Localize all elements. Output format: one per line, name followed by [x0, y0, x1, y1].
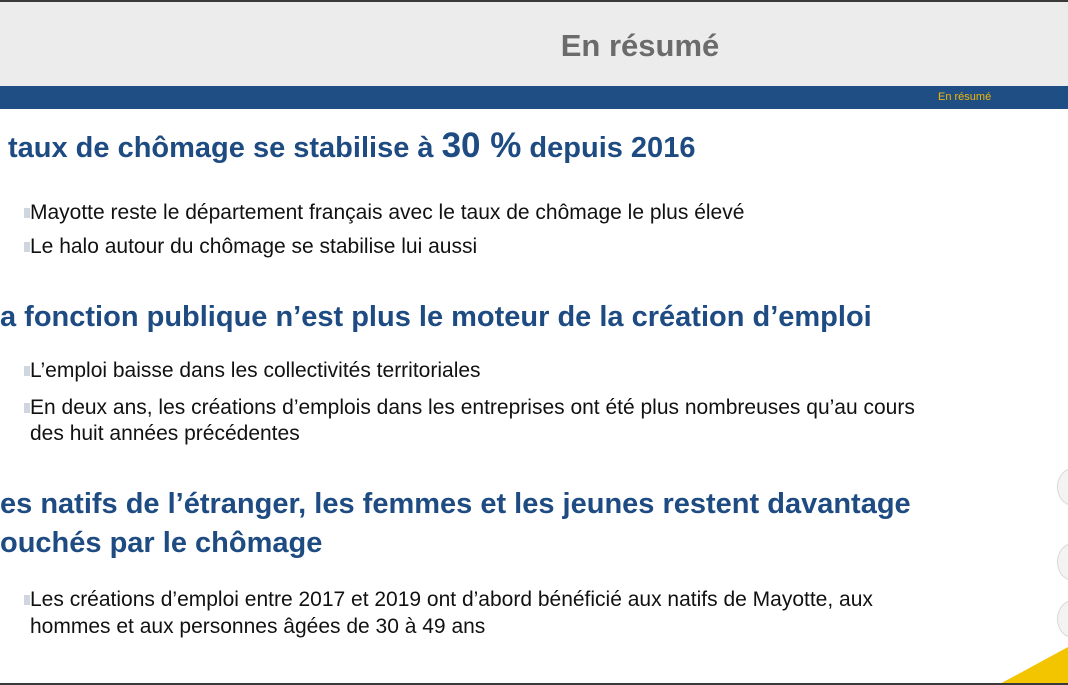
- nav-circle-button[interactable]: [1057, 543, 1068, 581]
- section-2-bullet-2-continued: [30, 421, 300, 447]
- bullet-text: hommes et aux personnes âgées de 30 à 49 ans: [30, 615, 486, 638]
- section-1-heading-highlight: 30 %: [441, 126, 522, 165]
- slide-title: En résumé: [560, 28, 720, 63]
- header-band: [0, 86, 1068, 109]
- bullet-marker-icon: [24, 366, 30, 376]
- section-1-bullet-1: [30, 200, 744, 226]
- section-3-bullet-1: [30, 587, 873, 613]
- nav-circle-button[interactable]: [1057, 468, 1068, 506]
- section-3-heading-line-2: ouchés par le chômage: [0, 527, 323, 559]
- section-3-heading-line-1: es natifs de l’étranger, les femmes et les jeunes restent davantage: [0, 488, 911, 520]
- section-3-bullet-1-continued: [30, 614, 485, 640]
- section-tag: En résumé: [938, 91, 992, 103]
- section-2-bullet-1: [30, 358, 481, 384]
- section-2-bullet-2: [30, 395, 915, 421]
- nav-circle-button[interactable]: [1057, 600, 1068, 638]
- bullet-marker-icon: [24, 595, 30, 605]
- bullet-marker-icon: [24, 403, 30, 413]
- bullet-marker-icon: [24, 242, 30, 252]
- bullet-text: Les créations d’emploi entre 2017 et 2019 ont d’abord bénéficié aux natifs de Mayotte, aux: [30, 588, 873, 611]
- bullet-text: Le halo autour du chômage se stabilise lui aussi: [30, 235, 478, 258]
- corner-accent: [998, 647, 1068, 685]
- bullet-marker-icon: [24, 208, 30, 218]
- section-1-heading: [8, 128, 695, 166]
- bullet-text: des huit années précédentes: [30, 422, 300, 445]
- bullet-text: En deux ans, les créations d’emplois dans les entreprises ont été plus nombreuses qu’au cours: [30, 396, 915, 419]
- section-1-heading-post: depuis 2016: [521, 132, 696, 164]
- section-1-bullet-2: [30, 234, 477, 260]
- bullet-text: L’emploi baisse dans les collectivités territoriales: [30, 359, 481, 382]
- section-1-heading-pre: taux de chômage se stabilise à: [8, 132, 442, 164]
- section-2-heading: a fonction publique n’est plus le moteur de la création d’emploi: [0, 301, 872, 333]
- bullet-text: Mayotte reste le département français avec le taux de chômage le plus élevé: [30, 201, 745, 224]
